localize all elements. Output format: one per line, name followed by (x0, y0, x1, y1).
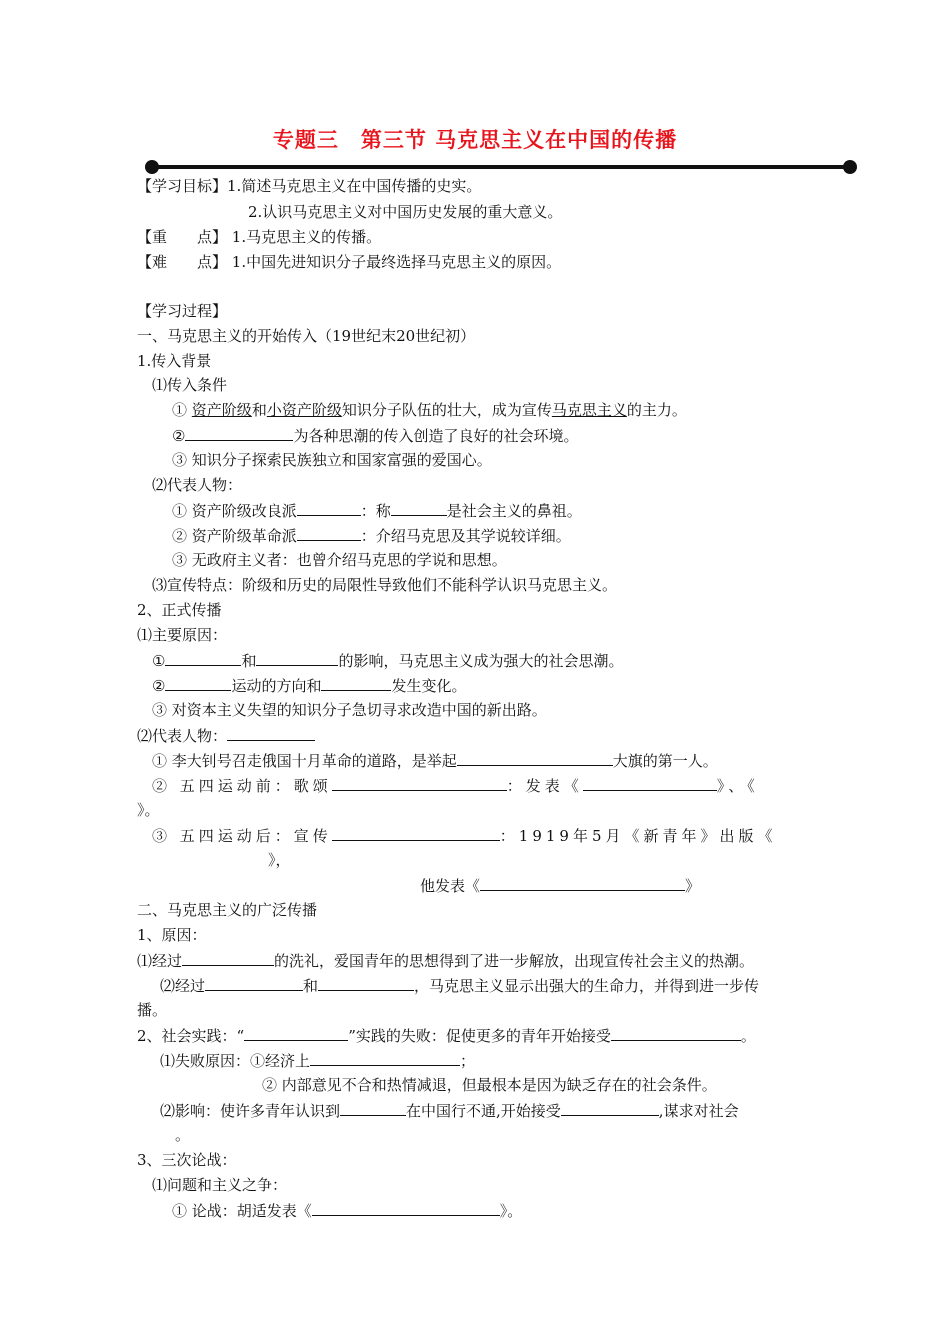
blank[interactable] (583, 775, 717, 791)
practice-impact: ⑵影响：使许多青年认识到 在中国行不通,开始接受 ,谋求对社会 (160, 1102, 739, 1120)
rep-before-may4-end: 》。 (137, 801, 160, 819)
representatives-heading: ⑵代表人物： (152, 476, 243, 494)
blank[interactable] (332, 775, 507, 791)
cause-2-end: 播。 (137, 1001, 168, 1019)
blank[interactable] (312, 1200, 500, 1216)
conditions-heading: ⑴传入条件 (152, 376, 228, 394)
cause-2: ⑵经过 和 ，马克思主义显示出强大的生命力，并得到进一步传 (160, 977, 760, 995)
blank[interactable] (244, 1025, 348, 1041)
blank[interactable] (165, 675, 231, 691)
condition-1: ① 资产阶级和小资产阶级知识分子队伍的壮大，成为宣传马克思主义的主力。 (172, 401, 687, 419)
blank[interactable] (205, 975, 303, 991)
representative-3: ③ 无政府主义者：也曾介绍马克思的学说和思想。 (172, 551, 507, 569)
difficulty-point: 【难 点】 1.中国先进知识分子最终选择马克思主义的原因。 (137, 253, 562, 271)
propaganda-traits: ⑶宣传特点：阶级和历史的局限性导致他们不能科学认识马克思主义。 (152, 576, 618, 594)
goals-line-1 (137, 176, 481, 196)
process-label: 【学习过程】 (137, 302, 228, 320)
goal-1: 1.简述马克思主义在中国传播的史实。 (227, 177, 482, 195)
blank[interactable] (391, 500, 447, 516)
blank[interactable] (561, 1100, 659, 1116)
blank[interactable] (340, 1100, 406, 1116)
rep-after-may4-close: 》， (268, 851, 291, 869)
blank[interactable] (182, 950, 274, 966)
reason-3: ③ 对资本主义失望的知识分子急切寻求改造中国的新出路。 (152, 701, 547, 719)
blank[interactable] (185, 425, 293, 441)
practice-impact-end: 。 (175, 1126, 191, 1144)
rep-after-may4-article: 他发表《 》 (420, 877, 701, 895)
rep-before-may4: ② 五四运动前：歌颂 ：发表《 》、《 (152, 777, 759, 795)
key-point: 【重 点】 1.马克思主义的传播。 (137, 228, 382, 246)
title-divider (145, 160, 857, 174)
reason-2: ② 运动的方向和 发生变化。 (152, 677, 467, 695)
blank[interactable] (318, 975, 414, 991)
page-title: 专题三 第三节 马克思主义在中国的传播 (272, 128, 678, 152)
section-1-heading: 一、马克思主义的开始传入（19世纪末20世纪初） (137, 327, 476, 345)
background-heading: 1.传入背景 (137, 352, 212, 370)
failure-reason-2: ② 内部意见不合和热情减退，但最根本是因为缺乏存在的社会条件。 (262, 1076, 717, 1094)
formal-representatives: ⑵代表人物： (137, 725, 315, 746)
formal-heading: 2、正式传播 (137, 601, 222, 619)
representative-1: ① 资产阶级改良派 ：称 是社会主义的鼻祖。 (172, 502, 582, 520)
practice-heading: 2、社会实践：“ ”实践的失败：促使更多的青年开始接受 。 (137, 1027, 756, 1045)
debates-heading: 3、三次论战： (137, 1151, 237, 1169)
blank[interactable] (310, 1050, 460, 1066)
condition-3: ③ 知识分子探索民族独立和国家富强的爱国心。 (172, 451, 492, 469)
debate-1-heading: ⑴问题和主义之争： (152, 1176, 288, 1194)
blank[interactable] (165, 650, 241, 666)
blank[interactable] (611, 1025, 741, 1041)
blank[interactable] (457, 750, 613, 766)
blank[interactable] (297, 525, 361, 541)
goal-2: 2.认识马克思主义对中国历史发展的重大意义。 (248, 203, 563, 221)
failure-reasons: ⑴失败原因：①经济上 ； (160, 1052, 476, 1070)
rep-after-may4: ③ 五四运动后：宣传 ：1919年5月《新青年》出版《 (152, 827, 777, 845)
blank[interactable] (480, 875, 685, 891)
blank[interactable] (256, 650, 338, 666)
reason-1: ① 和 的影响，马克思主义成为强大的社会思潮。 (152, 652, 624, 670)
blank[interactable] (227, 725, 315, 741)
causes-heading: 1、原因： (137, 926, 207, 944)
blank[interactable] (321, 675, 391, 691)
representative-2: ② 资产阶级革命派 ：介绍马克思及其学说较详细。 (172, 527, 571, 545)
blank[interactable] (332, 825, 500, 841)
cause-1: ⑴经过 的洗礼，爱国青年的思想得到了进一步解放，出现宣传社会主义的热潮。 (137, 952, 755, 970)
goals-label: 【学习目标】 (137, 177, 228, 195)
section-2-heading: 二、马克思主义的广泛传播 (137, 901, 318, 919)
rep-li-dazhao: ① 李大钊号召走俄国十月革命的道路，是举起 大旗的第一人。 (152, 752, 718, 770)
debate-1-item: ① 论战：胡适发表《 》。 (172, 1202, 523, 1220)
main-reasons-heading: ⑴主要原因： (137, 626, 228, 644)
condition-2: ② 为各种思潮的传入创造了良好的社会环境。 (172, 427, 579, 445)
blank[interactable] (297, 500, 361, 516)
